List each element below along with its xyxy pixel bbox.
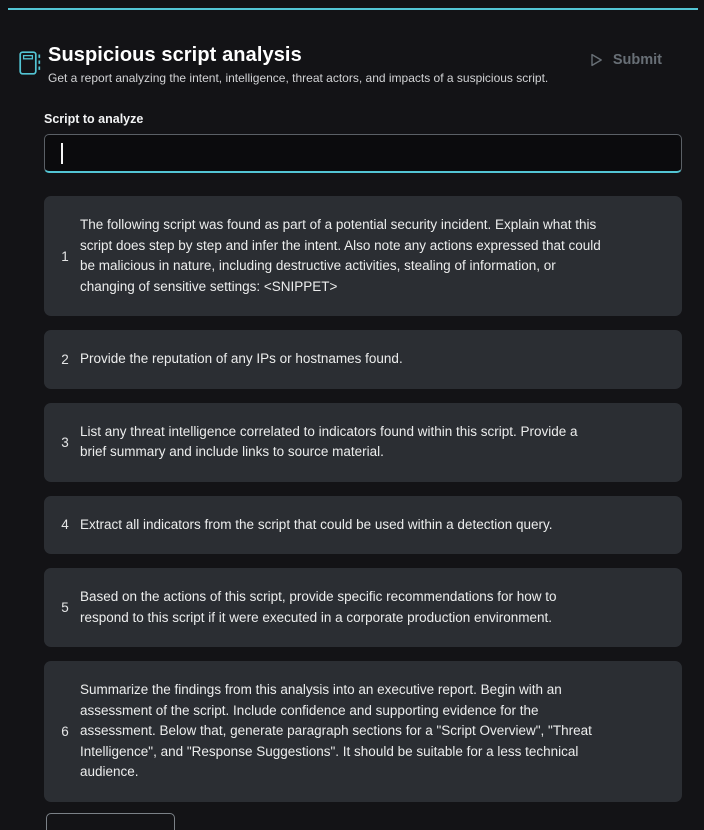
prompt-text: Based on the actions of this script, provide specific recommendations for how to respond to this script if it were executed in a corporate production environment. <box>80 589 557 625</box>
prompt-text: Provide the reputation of any IPs or hostnames found. <box>80 351 403 366</box>
promptbook-icon <box>18 50 42 77</box>
script-form <box>44 112 682 173</box>
prompt-card-4[interactable] <box>44 496 682 555</box>
script-input-label: Script to analyze <box>44 112 144 126</box>
prompt-text: The following script was found as part of a potential security incident. Explain what this script does step by step and infer the intent. Also note any actions expressed that could be malicious in nature, including destructive activities, stealing of information, or changing of sensitive settings: <SNIPPET> <box>80 217 601 294</box>
script-input[interactable] <box>44 134 682 173</box>
prompt-list <box>44 196 682 802</box>
prompt-number: 4 <box>61 517 69 533</box>
prompt-card-2[interactable] <box>44 330 682 389</box>
prompt-card-6[interactable] <box>44 661 682 802</box>
prompt-card-5[interactable] <box>44 568 682 647</box>
submit-button[interactable] <box>583 48 668 72</box>
prompt-number: 1 <box>61 248 69 264</box>
submit-label: Submit <box>612 52 662 68</box>
prompt-number: 3 <box>61 434 69 450</box>
header <box>18 42 682 86</box>
prompt-number: 6 <box>61 723 69 739</box>
prompt-card-3[interactable] <box>44 403 682 482</box>
prompt-text: Summarize the findings from this analysis into an executive report. Begin with an assessment of the script. Include confidence and supporting evidence for the assessment. Below that, generate paragraph sections for a "Script Overview", "Threat Intelligence", and "Response Suggestions". It should be suitable for a less technical audience. <box>80 682 592 779</box>
play-icon <box>589 52 604 68</box>
text-cursor <box>61 143 63 164</box>
script-input-wrap <box>44 134 682 173</box>
page-title: Suspicious script analysis <box>48 44 302 66</box>
prompt-number: 2 <box>61 351 69 367</box>
prompt-text: List any threat intelligence correlated to indicators found within this script. Provide a brief summary and include links to source material. <box>80 423 578 459</box>
prompt-number: 5 <box>61 600 69 615</box>
partial-bottom-button[interactable] <box>46 813 175 830</box>
page-subtitle: Get a report analyzing the intent, intelligence, threat actors, and impacts of a suspicious script. <box>48 71 549 85</box>
header-text <box>48 42 583 86</box>
prompt-card-1[interactable] <box>44 196 682 316</box>
promptbook-page <box>0 10 704 830</box>
prompt-text: Extract all indicators from the script that could be used within a detection query. <box>80 516 553 532</box>
